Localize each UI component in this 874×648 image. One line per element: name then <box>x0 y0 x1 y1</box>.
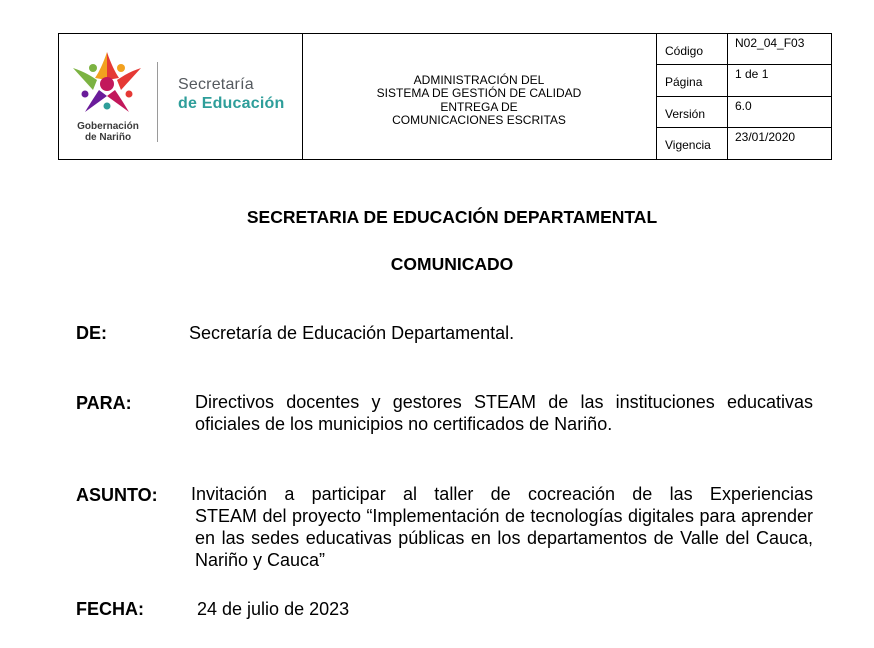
meta-row-pagina <box>657 65 831 97</box>
para-label: PARA: <box>76 393 132 413</box>
asunto-label: ASUNTO: <box>76 485 158 505</box>
asunto-value-rest: STEAM del proyecto “Implementación de tecnologías digitales para aprender en las sedes educativas públicas en los departamentos de Valle del Cauca, Nariño y Cauca” <box>195 506 813 570</box>
meta-label: Código <box>657 34 728 64</box>
meta-value: 1 de 1 <box>735 67 769 81</box>
meta-label: Página <box>657 65 728 96</box>
brand-line-1: Gobernación <box>77 121 139 132</box>
de-label: DE: <box>76 323 107 343</box>
header-title-line: ADMINISTRACIÓN DEL <box>413 72 545 87</box>
gobernacion-brand-text <box>67 121 149 143</box>
asunto-value-first-line: Invitación a participar al taller de cocreación de las Experiencias <box>191 484 813 504</box>
document-header-table <box>58 33 832 160</box>
logo-divider <box>157 62 158 142</box>
meta-value: 6.0 <box>735 99 752 113</box>
gobernacion-star-logo-icon <box>69 50 145 120</box>
fecha-label: FECHA: <box>76 599 144 619</box>
de-educacion-text: de Educación <box>178 95 285 112</box>
meta-row-vigencia <box>657 128 831 159</box>
header-meta-table <box>657 34 831 159</box>
document-title: SECRETARIA DE EDUCACIÓN DEPARTAMENTAL <box>246 207 658 227</box>
header-title-line: COMUNICACIONES ESCRITAS <box>392 113 566 127</box>
header-title-cell <box>302 34 657 159</box>
meta-label: Versión <box>657 97 728 127</box>
brand-line-2: de Nariño <box>84 132 132 143</box>
meta-value: N02_04_F03 <box>735 36 805 50</box>
logo-cell <box>59 34 303 159</box>
meta-value: 23/01/2020 <box>735 130 796 144</box>
header-title-line: ENTREGA DE <box>440 99 518 114</box>
meta-row-codigo <box>657 34 831 65</box>
document-subtitle: COMUNICADO <box>390 254 514 274</box>
meta-label: Vigencia <box>657 128 728 159</box>
secretaria-text: Secretaría <box>178 76 254 93</box>
de-value: Secretaría de Educación Departamental. <box>189 323 515 343</box>
fecha-value: 24 de julio de 2023 <box>197 599 350 619</box>
meta-row-version <box>657 97 831 128</box>
para-value: Directivos docentes y gestores STEAM de las instituciones educativas oficiales de los municipios no certificados de Nariño. <box>195 392 813 434</box>
header-title-line: SISTEMA DE GESTIÓN DE CALIDAD <box>376 86 582 100</box>
